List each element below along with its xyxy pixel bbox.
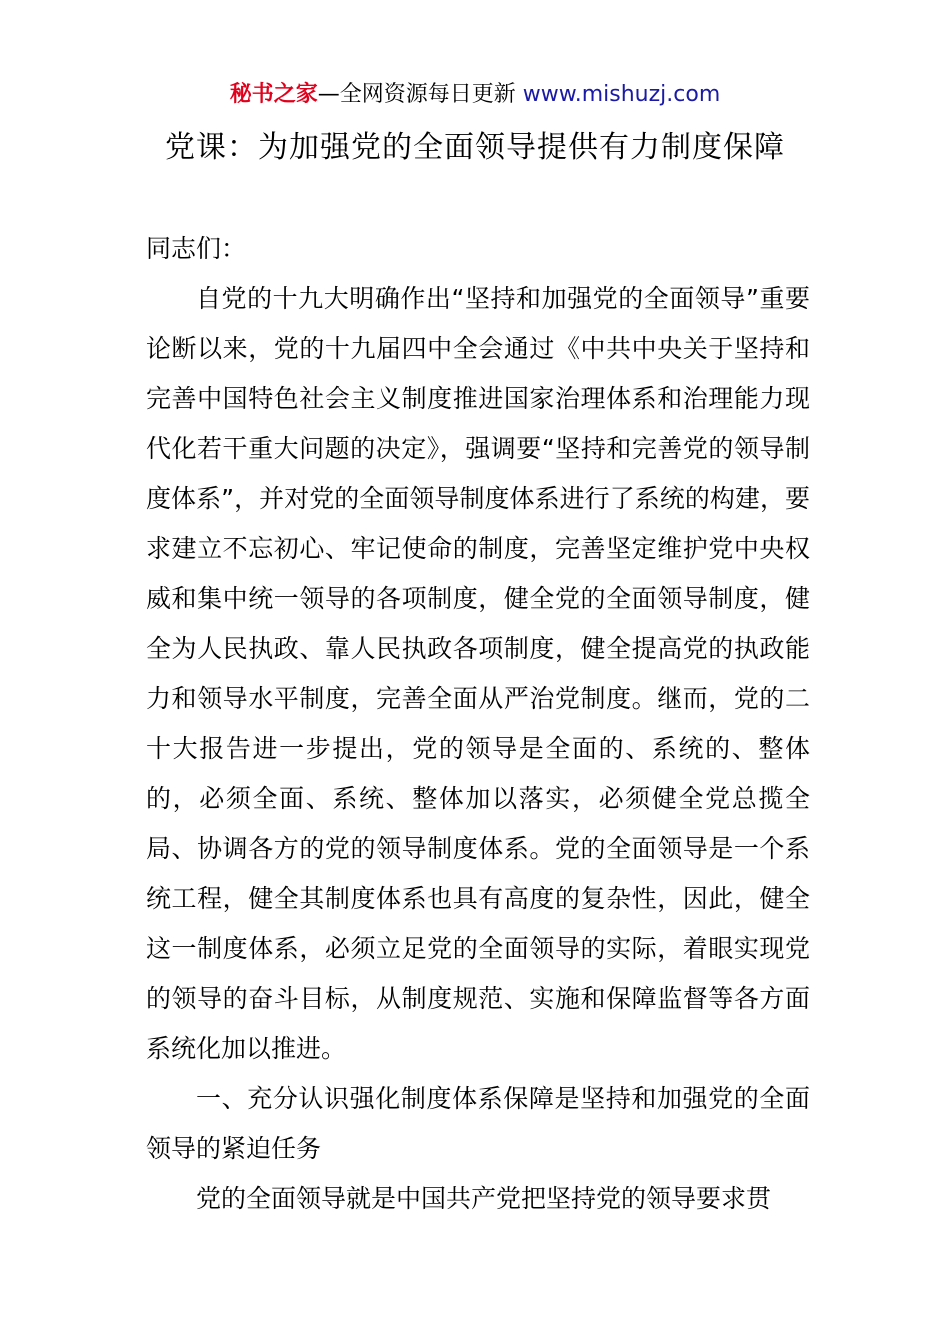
document-title: 党课：为加强党的全面领导提供有力制度保障 [165, 130, 785, 165]
body-paragraph-intro: 自党的十九大明确作出“坚持和加强党的全面领导”重要论断以来，党的十九届四中全会通过《中共中央关于坚持和完善中国特色社会主义制度推进国家治理体系和治理能力现代化若干重大问题的决定》，强调要“坚持和完善党的领导制度体系”，并对党的全面领导制度体系进行了系统的构建，要求建立不忘初心、牢记使命的制度，完善坚定维护党中央权威和集中统一领导的各项制度，健全党的全面领导制度，健全为人民执政、靠人民执政各项制度，健全提高党的执政能力和领导水平制度，完善全面从严治党制度。继而，党的二十大报告进一步提出，党的领导是全面的、系统的、整体的，必须全面、系统、整体加以落实，必须健全党总揽全局、协调各方的党的领导制度体系。党的全面领导是一个系统工程，健全其制度体系也具有高度的复杂性，因此，健全这一制度体系，必须立足党的全面领导的实际，着眼实现党的领导的奋斗目标，从制度规范、实施和保障监督等各方面系统化加以推进。 [146, 284, 810, 1063]
banner-tagline: —全网资源每日更新 [317, 82, 516, 107]
site-url-link[interactable]: www.mishuzj.com [522, 82, 721, 107]
site-banner [0, 78, 950, 112]
body-paragraph-section-one: 党的全面领导就是中国共产党把坚持党的领导要求贯 [196, 1184, 772, 1213]
document-body [146, 224, 810, 1224]
section-heading-one: 一、充分认识强化制度体系保障是坚持和加强党的全面领导的紧迫任务 [146, 1084, 810, 1163]
brand-name: 秘书之家 [229, 82, 318, 107]
salutation: 同志们： [146, 234, 247, 263]
